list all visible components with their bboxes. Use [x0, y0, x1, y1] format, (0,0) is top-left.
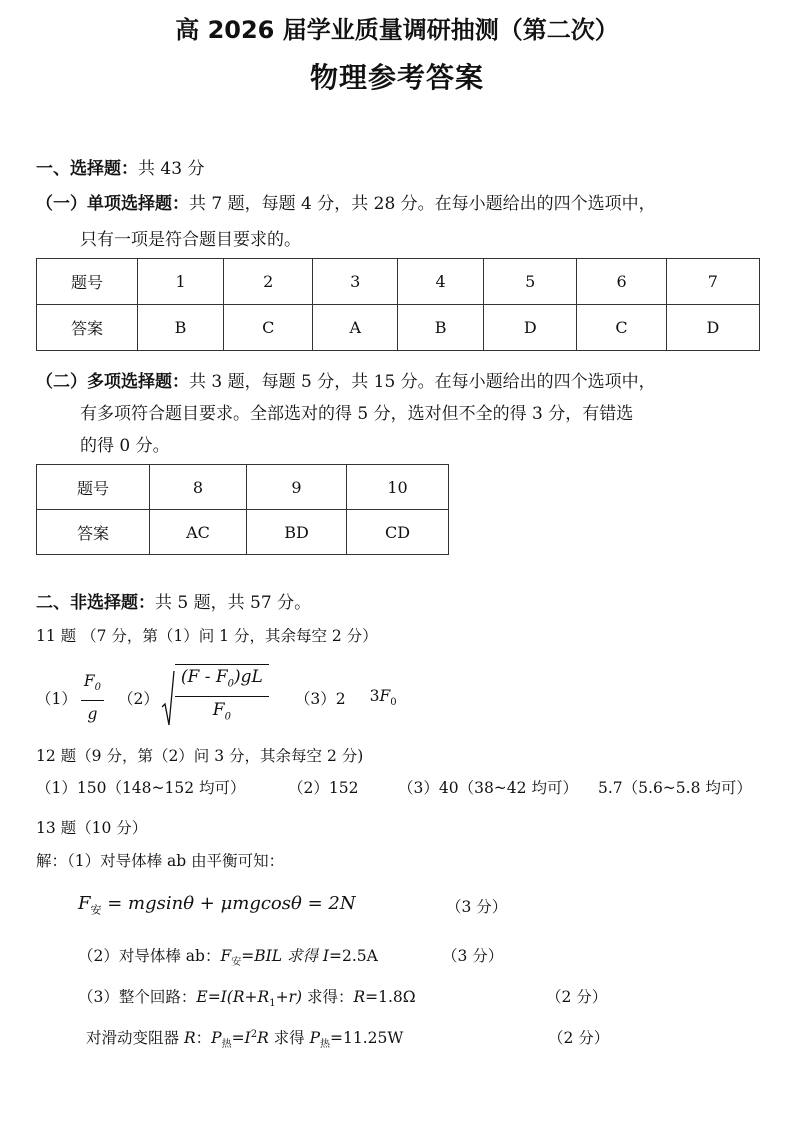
row-header: 答案	[37, 305, 138, 351]
q13-l4-sub2: 热	[320, 1039, 331, 1051]
q13-line3	[78, 985, 416, 1009]
single-choice-intro	[36, 190, 656, 218]
q11-part3-label: （3）2	[294, 690, 346, 708]
q11-answers	[36, 668, 397, 728]
multi-choice-table	[36, 464, 449, 555]
q11-last-coef: 3	[369, 687, 380, 706]
q11-fraction	[81, 669, 104, 727]
question-number: 7	[666, 259, 759, 305]
q13-l4-text: 对滑动变阻器	[86, 1029, 184, 1047]
q13-l4-sub: 热	[221, 1039, 232, 1051]
q12-answer-4: 5.7（5.6~5.8 均可）	[598, 779, 752, 797]
q11-part1-label: （1）	[36, 690, 77, 708]
q11-frac-num: F	[83, 671, 95, 690]
single-choice-table	[36, 258, 760, 351]
q11-sqrt-den-sub: 0	[224, 711, 231, 723]
single-choice-line2: 只有一项是符合题目要求的。	[80, 230, 301, 250]
document-subtitle: 物理参考答案	[309, 61, 484, 94]
q13-l3-solve: 求得：	[302, 988, 354, 1006]
q13-equation	[78, 893, 356, 918]
multi-choice-line1: 共 3 题，每题 5 分，共 15 分。在每小题给出的四个选项中，	[189, 372, 656, 392]
row-header: 题号	[37, 259, 138, 305]
q12-answer-3: （3）40（38~42 均可）	[398, 779, 578, 797]
q13-l3-text: （3）整个回路：	[78, 988, 197, 1006]
q13-intro: 解：（1）对导体棒 ab 由平衡可知：	[36, 852, 285, 870]
q11-part2-label: （2）	[118, 690, 159, 708]
table-row	[37, 259, 760, 305]
row-header: 答案	[37, 510, 150, 555]
q13-title: 13 题（10 分）	[36, 819, 148, 837]
question-number: 6	[577, 259, 666, 305]
part1-heading-rest: 共 43 分	[138, 159, 205, 179]
q13-l4-R2: R	[257, 1029, 269, 1047]
q13-l4-colon: ：	[195, 1029, 212, 1047]
question-number: 9	[246, 465, 346, 510]
q13-l3-sub: 1	[269, 998, 276, 1010]
q11-sqrt-num-sub: 0	[227, 678, 235, 689]
q13-line4	[86, 1026, 403, 1050]
q12-title: 12 题（9 分，第（2）问 3 分，其余每空 2 分)	[36, 747, 364, 765]
sqrt-icon	[161, 669, 175, 727]
q13-l3-eq: E=I(R+R	[196, 988, 270, 1006]
q13-score-3: （2 分）	[546, 988, 608, 1006]
q13-l4-P2: P	[309, 1029, 321, 1047]
q13-l4-R: R	[183, 1029, 196, 1047]
question-number: 2	[224, 259, 313, 305]
document-title: 高 2026 届学业质量调研抽测（第二次）	[175, 16, 619, 44]
answer-cell: BD	[246, 510, 346, 555]
q13-l4-val: =11.25W	[330, 1029, 404, 1047]
part1-heading-label: 一、选择题：	[36, 159, 138, 179]
answer-cell: B	[138, 305, 224, 351]
single-choice-line1: 共 7 题，每题 4 分，共 28 分。在每小题给出的四个选项中，	[189, 194, 656, 214]
q12-answer-2: （2）152	[288, 779, 359, 797]
q13-l4-solve: 求得	[268, 1029, 310, 1047]
multi-choice-intro	[36, 368, 656, 396]
single-choice-label: （一）单项选择题：	[36, 194, 189, 214]
question-number: 1	[138, 259, 224, 305]
q13-eq-rest: = mgsinθ + μmgcosθ = 2N	[101, 893, 356, 914]
table-row	[37, 305, 760, 351]
question-number: 5	[484, 259, 577, 305]
answer-cell: A	[313, 305, 398, 351]
multi-choice-line2: 有多项符合题目要求。全部选对的得 5 分，选对但不全的得 3 分，有错选	[80, 404, 634, 424]
q13-score-1: （3 分）	[446, 898, 508, 916]
q11-sqrt-num: (F - F	[180, 666, 228, 687]
part2-heading-label: 二、非选择题：	[36, 593, 155, 613]
answer-cell: CD	[347, 510, 449, 555]
question-number: 10	[347, 465, 449, 510]
part2-heading-rest: 共 5 题，共 57 分。	[155, 593, 312, 613]
q11-part3-last	[370, 687, 397, 708]
q13-l4-P: P	[211, 1029, 222, 1047]
q13-l3-val: =1.8Ω	[365, 988, 416, 1006]
q11-frac-den: g	[87, 705, 98, 724]
multi-choice-line3: 的得 0 分。	[80, 436, 170, 456]
q13-l2-F: F	[220, 947, 232, 965]
part1-heading	[36, 154, 204, 179]
q13-score-2: （3 分）	[442, 947, 504, 965]
q11-sqrt-den: F	[212, 700, 225, 720]
q13-l2-eq: =BIL 求得	[241, 947, 323, 965]
row-header: 题号	[37, 465, 150, 510]
q13-l2-sub: 安	[231, 957, 242, 969]
answer-cell: AC	[150, 510, 247, 555]
question-number: 4	[398, 259, 484, 305]
q13-l2-I: I	[322, 947, 329, 965]
q13-l3-eq-end: +r)	[275, 988, 303, 1006]
answer-cell: C	[577, 305, 666, 351]
q13-l4-eq: =I	[231, 1029, 251, 1047]
answer-cell: D	[666, 305, 759, 351]
q13-l3-R: R	[353, 988, 366, 1006]
multi-choice-label: （二）多项选择题：	[36, 372, 189, 392]
q11-sqrt-num-end: )gL	[234, 666, 263, 687]
answer-cell: C	[224, 305, 313, 351]
q11-last-sub: 0	[390, 697, 397, 709]
q13-l4-sup: 2	[250, 1028, 258, 1040]
q11-title: 11 题 （7 分，第（1）问 1 分，其余每空 2 分）	[36, 627, 378, 645]
question-number: 8	[150, 465, 247, 510]
q11-last-var: F	[379, 687, 391, 706]
table-row	[37, 465, 449, 510]
part2-heading	[36, 588, 311, 613]
q13-eq-sub: 安	[90, 903, 102, 917]
q13-l2-val: =2.5A	[329, 947, 378, 965]
q13-score-4: （2 分）	[548, 1029, 610, 1047]
table-row	[37, 510, 449, 555]
question-number: 3	[313, 259, 398, 305]
q11-sqrt-fraction	[175, 664, 269, 731]
q13-eq-F: F	[78, 893, 91, 914]
q11-frac-num-sub: 0	[94, 682, 102, 694]
answer-cell: B	[398, 305, 484, 351]
q13-l2-text: （2）对导体棒 ab：	[78, 947, 221, 965]
answer-cell: D	[484, 305, 577, 351]
q13-line2	[78, 944, 378, 968]
q12-answer-1: （1）150（148~152 均可）	[36, 779, 246, 797]
